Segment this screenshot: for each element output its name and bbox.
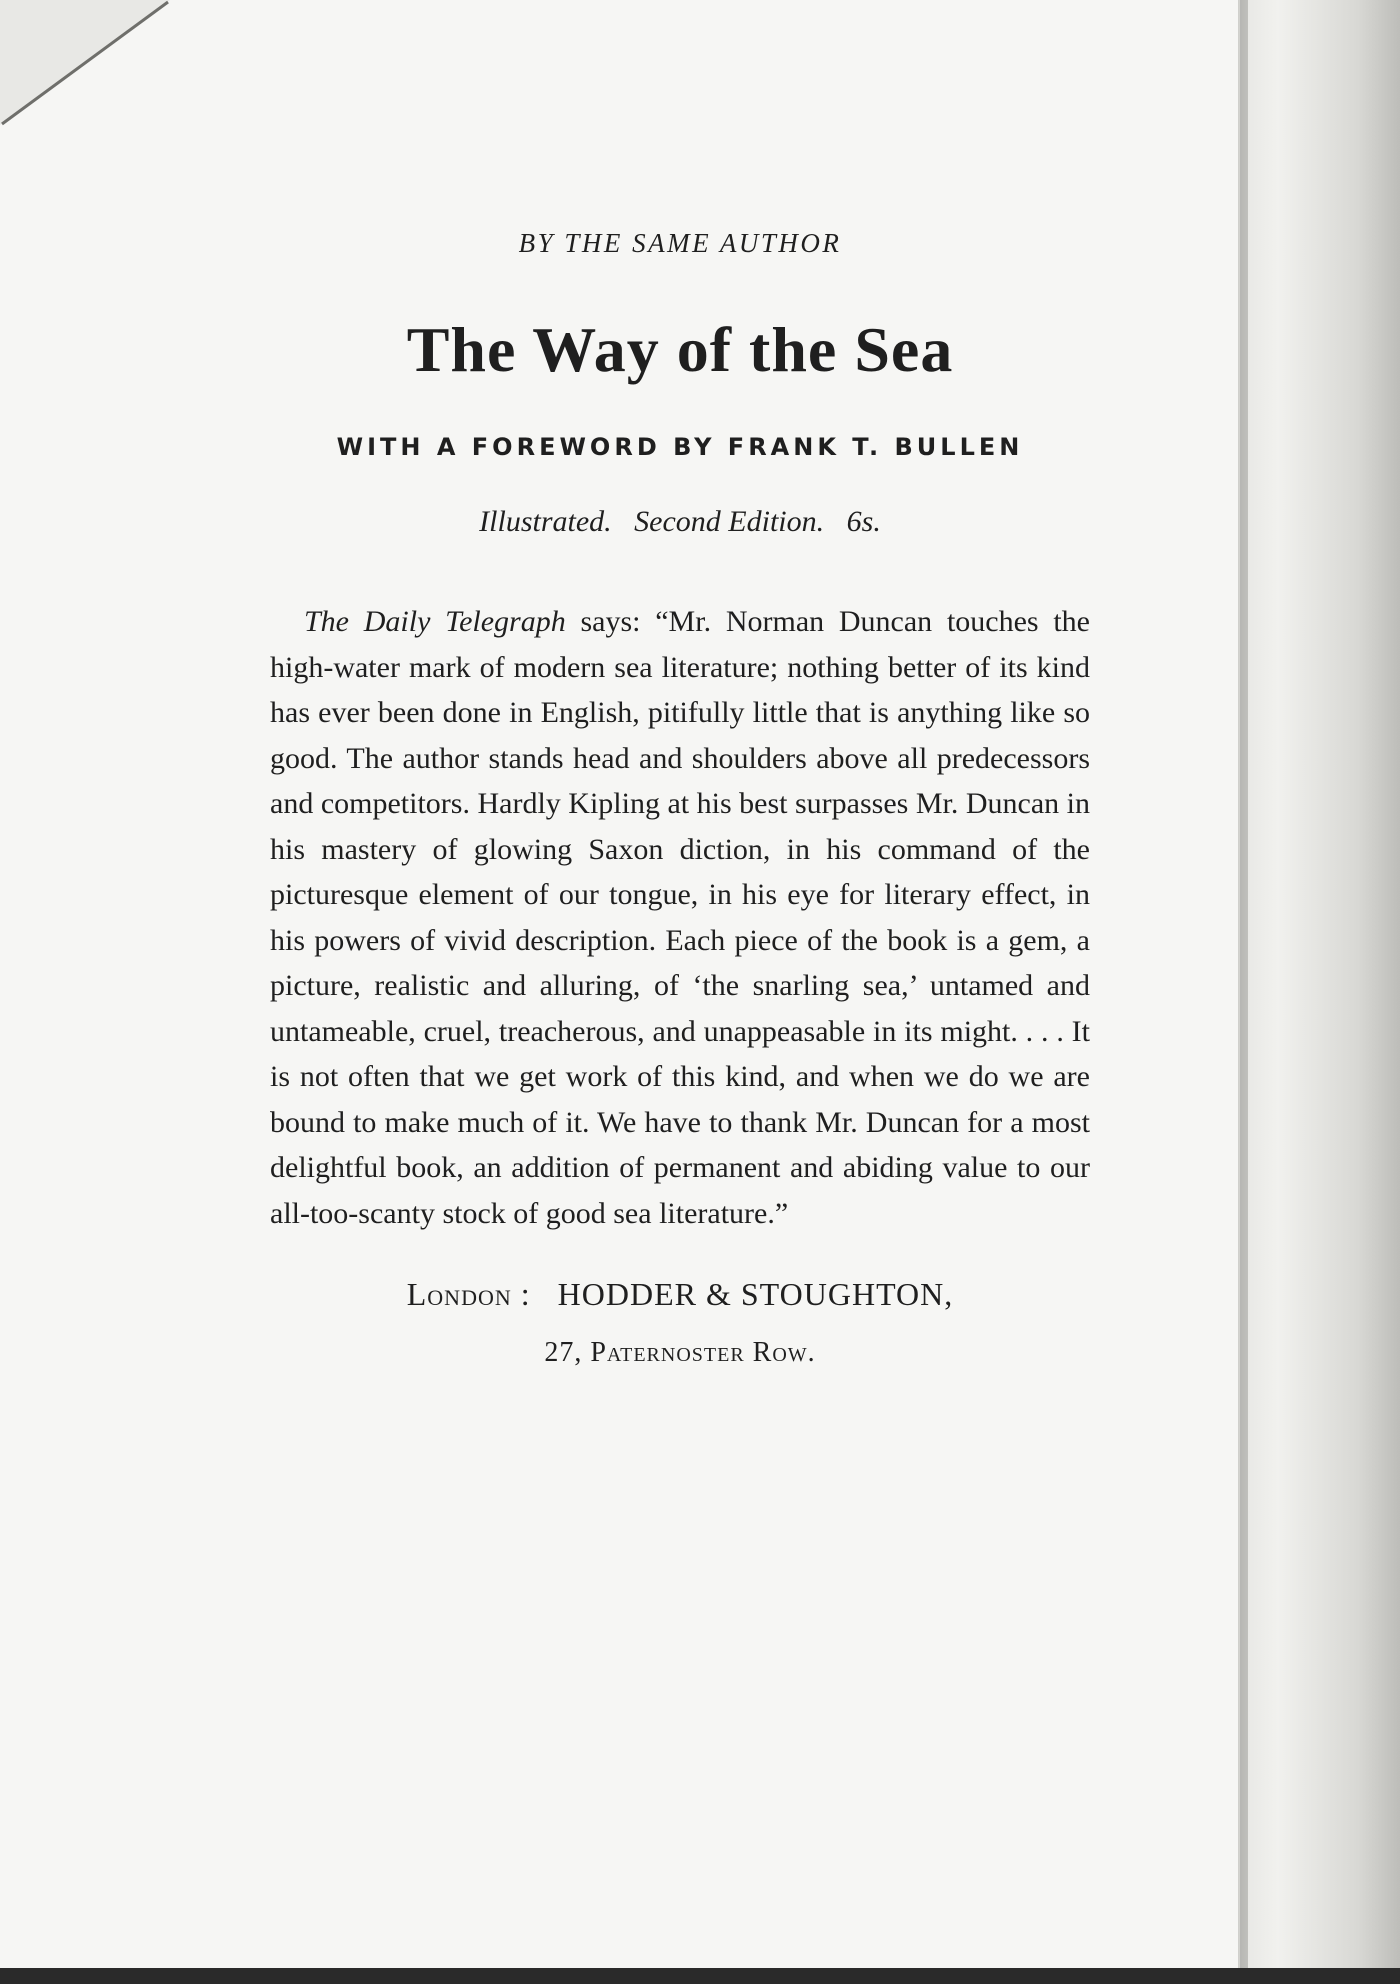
page-content [270,210,1090,1369]
review-quote [270,599,1090,1236]
illustrated-label: Illustrated. [479,505,612,538]
publisher-separator: : [520,1276,531,1312]
by-same-author-heading: BY THE SAME AUTHOR [518,228,842,258]
price-label: 6s. [846,505,881,538]
page-corner-fold [0,0,180,130]
publisher-city: London [406,1276,512,1312]
review-text: says: “Mr. Norman Duncan touches the high-water mark of modern sea literature; nothing better of its kind has ever been done in English, pitifully little that is anything like so good. The author stands head and shoulders above all predecessors and competitors. Hardly Kipling at his best surpasses Mr. Duncan in his mastery of glowing Saxon diction, in his command of the picturesque element of our tongue, in his eye for literary effect, in his powers of vivid description. Each piece of the book is a gem, a picture, realistic and alluring, of ‘the snarling sea,’ untamed and untameable, cruel, treacherous, and unappeasable in its might. . . . It is not often that we get work of this kind, and when we do we are bound to make much of it. We have to thank Mr. Duncan for a most delightful book, an addition of permanent and abiding value to our all-too-scanty stock of good sea literature.” [270,605,1090,1230]
spine-shadow [1240,0,1248,1968]
publisher-name: HODDER & STOUGHTON, [557,1276,954,1312]
edition-line [270,505,1090,539]
foreword-credit: WITH A FOREWORD BY FRANK T. BULLEN [336,433,1024,461]
publisher-line [270,1276,1090,1313]
review-source: The Daily Telegraph [304,605,566,638]
edition-label: Second Edition. [634,505,825,538]
publisher-address: 27, Paternoster Row. [544,1337,816,1368]
book-spine [1238,0,1400,1968]
book-title: The Way of the Sea [406,314,954,385]
